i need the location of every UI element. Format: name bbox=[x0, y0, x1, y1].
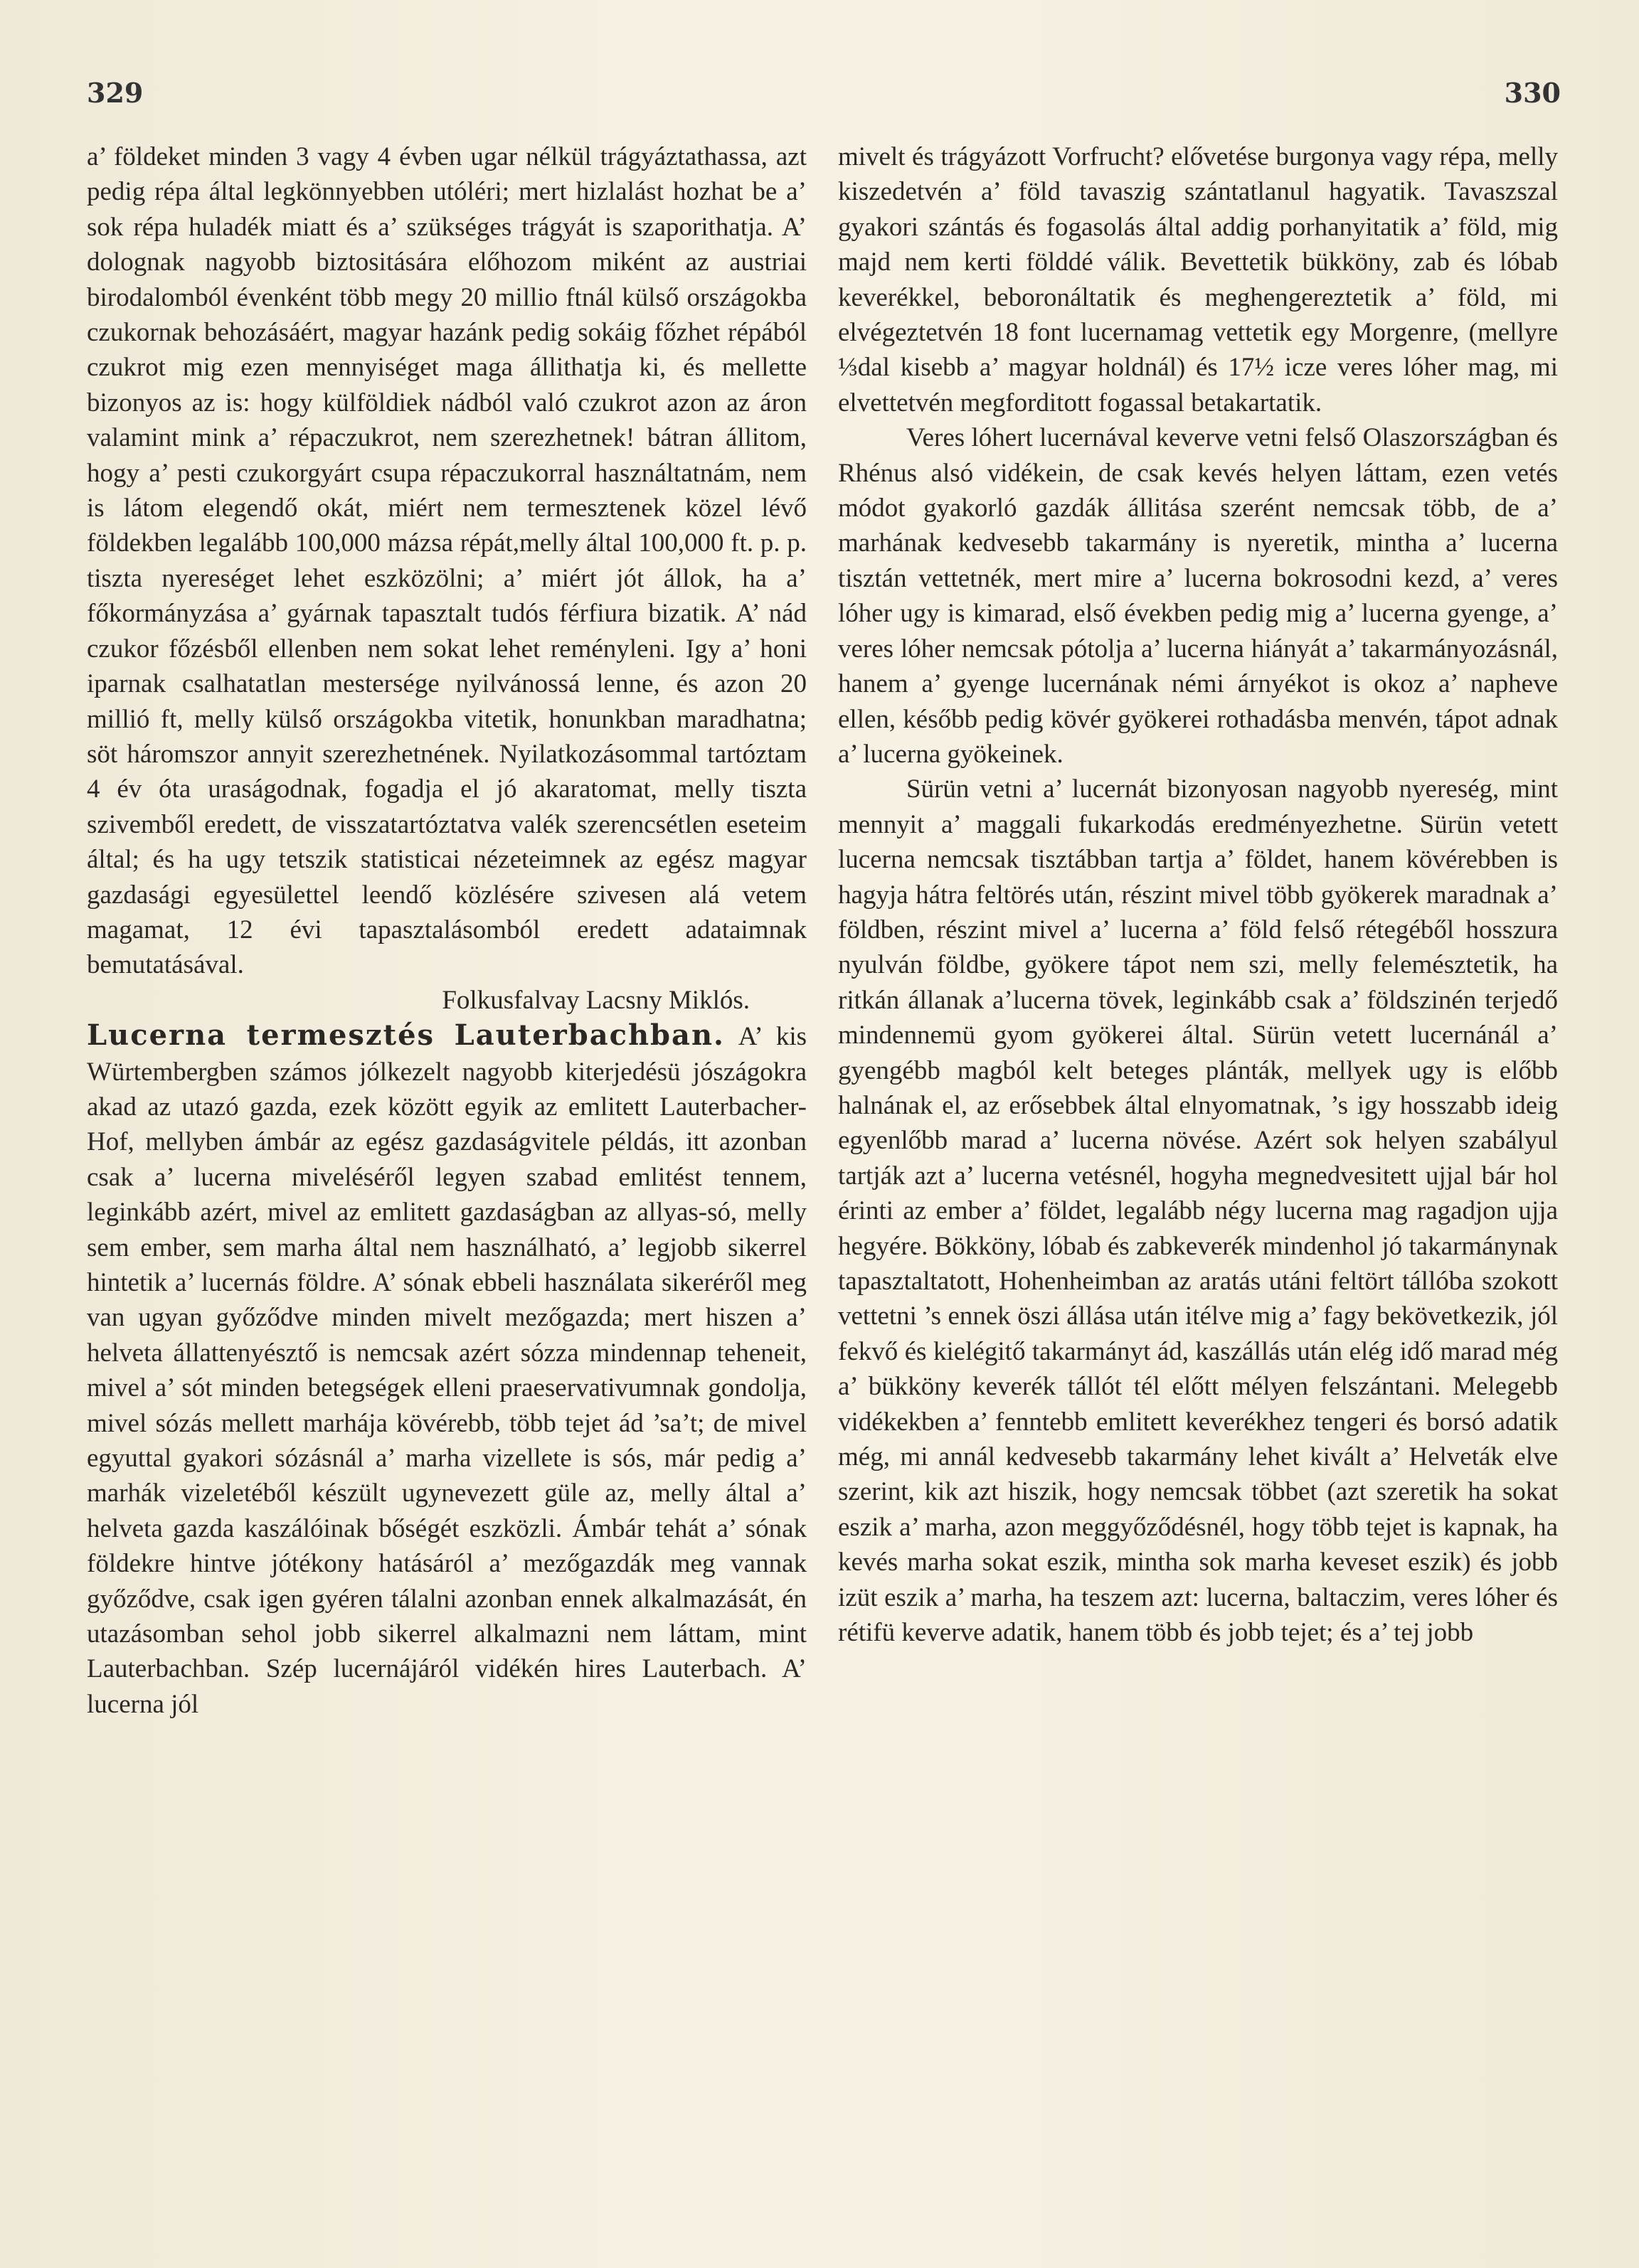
left-paragraph-1: a’ földeket minden 3 vagy 4 évben ugar nélkül trágyáztathassa, azt pedig répa által legkönnyebben utóléri; mert hizlalást hozhat be a’ sok répa huladék miatt és a’ szükséges trágyát is szaporithatja. A’ dolognak nagyobb biztositására előhozom miként az austriai birodalomból évenként több megy 20 millio ftnál külső országokba czukornak behozásáért, magyar hazánk pedig sokáig főzhet répából czukrot mig ezen mennyiséget maga állithatja ki, és mellette bizonyos az is: hogy külföldiek nádból való czukrot azon az áron valamint mink a’ répaczukrot, nem szerezhetnek! bátran állitom, hogy a’ pesti czukorgyárt csupa répaczukorral használtatnám, nem is látom elegendő okát, miért nem termesztenek közel lévő földekben legalább 100,000 mázsa répát,melly által 100,000 ft. p. p. tiszta nyereséget lehet eszközölni; a’ miért jót állok, ha a’ főkormányzása a’ gyárnak tapasztalt tudós férfiura bizatik. A’ nád czukor főzésből ellenben nem sokat lehet reményleni. Igy a’ honi iparnak csalhatatlan mestersége nyilvánossá lenne, és azon 20 millió ft, melly külső országokba vitetik, honunkban maradhatna; söt háromszor annyit szerezhetnének. Nyilatkozásommal tartóztam 4 év óta uraságodnak, fogadja el jó akaratomat, melly tiszta szivemből eredett, de visszatartóztatva valék szerencsétlen eseteim által; és ha ugy tetszik statisticai nézeteimnek az egész magyar gazdasági egyesülettel leendő közlésére szivesen alá vetem magamat, 12 évi tapasztalásomból eredett adataimnak bemutatásával. bbox=[87, 142, 807, 980]
left-column bbox=[87, 139, 807, 1722]
right-column bbox=[838, 139, 1558, 1650]
author-signature: Folkusfalvay Lacsny Miklós. bbox=[442, 985, 750, 1015]
left-paragraph-2-text: A’ kis Würtembergben számos jólkezelt nagyobb kiterjedésü jószágokra akad az utazó gazda, ezek között egyik az emlitett Lauterbacher-Hof, mellyben ámbár az egész gazdaságvitele példás, itt azonban csak a’ lucerna miveléséről legyen szabad emlitést tennem, leginkább azért, mivel az emlitett gazdaságban az allyas-só, melly sem ember, sem marha által nem használható, a’ legjobb sikerrel hintetik a’ lucernás földre. A’ sónak ebbeli használata sikeréről meg van ugyan győződve minden mivelt mezőgazda; mert hiszen a’ helveta állattenyésztő is nemcsak azért sózza mindennap teheneit, mivel a’ sót minden betegségek elleni praeservativumnak gondolja, mivel sózás mellett marhája kövérebb, több tejet ád ’sa’t; de mivel egyuttal gyakori sózásnál a’ marha vizellete is sós, már pedig a’ marhák vizeletéből készült ugynevezett güle az, melly által a’ helveta gazda kaszálóinak bőségét eszközli. Ámbár tehát a’ sónak földekre hintve jótékony hatásáról a’ mezőgazdák meg vannak győződve, csak igen gyéren tálalni azonban ennek alkalmazását, én utazásomban sehol jobb sikerrel alkalmazni nem láttam, mint Lauterbachban. Szép lucernájáról vidékén hires Lauterbach. A’ lucerna jól bbox=[87, 1022, 807, 1719]
right-paragraph-2: Veres lóhert lucernával keverve vetni felső Olaszországban és Rhénus alsó vidékein, de csak kevés helyen láttam, ezen vetés módot gyakorló gazdák állitása szerént nemcsak több, de a’ marhának kedvesebb takarmány is nyeretik, mintha a’ lucerna tisztán vettetnék, mert mire a’ lucerna bokrosodni kezd, a’ veres lóher ugy is kimarad, első években pedig mig a’ lucerna gyenge, a’ veres lóher nemcsak pótolja a’ lucerna hiányát a’ takarmányozásnál, hanem a’ gyenge lucernának némi árnyékot is okoz a’ napheve ellen, később pedig kövér gyökerei rothadásba menvén, tápot adnak a’ lucerna gyökeinek. bbox=[838, 423, 1558, 769]
page-number-right: 330 bbox=[1504, 77, 1561, 109]
page-number-left: 329 bbox=[87, 77, 144, 109]
section-heading: Lucerna termesztés Lauterbachban. bbox=[87, 1018, 725, 1053]
right-paragraph-3: Sürün vetni a’ lucernát bizonyosan nagyobb nyereség, mint mennyit a’ maggali fukarkodás eredményezhetne. Sürün vetett lucerna nemcsak tisztábban tartja a’ földet, hanem kövérebben is hagyja hátra feltörés után, részint mivel több gyökerek maradnak a’ földben, részint mivel a’ lucerna a’ föld felső rétegéből hosszura nyulván földbe, gyökere tápot nem szi, melly felemésztetik, ha ritkán állanak a’lucerna tövek, leginkább csak a’ földszinén terjedő mindennemü gyom gyökerei által. Sürün vetett lucernánál a’ gyengébb magból kelt beteges plánták, mellyek ugy is előbb halnának el, az erősebbek által elnyomatnak, ’s igy hosszabb ideig egyenlőbb marad a’ lucerna növése. Azért sok helyen szabályul tartják azt a’ lucerna vetésnél, hogyha megnedvesitett ujjal bár hol érinti az ember a’ földet, legalább négy lucerna mag ragadjon ujja hegyére. Bökköny, lóbab és zabkeverék mindenhol jó takarmánynak tapasztaltatott, Hohenheimban az aratás utáni feltört tállóba szokott vettetni ’s ennek öszi állása után itélve mig a’ fagy bekövetkezik, jól fekvő és kielégitő takarmányt ád, kaszállás után elég idő marad még a’ bükköny keverék tállót tél előtt mélyen felszántani. Melegebb vidékekben a’ fenntebb emlitett keverékhez tengeri és borsó adatik még, mi annál kedvesebb takarmány lehet kivált a’ Helveták elve szerint, kik azt hiszik, hogy nemcsak többet (azt szeretik ha sokat eszik a’ marha, azon meggyőződésnél, hogy több tejet is kapnak, ha kevés marha sokat eszik, mintha sok marha keveset eszik) és jobb izüt eszik a’ marha, ha teszem azt: lucerna, baltaczim, veres lóher és rétifü keverve adatik, hanem több és jobb tejet; és a’ tej jobb bbox=[838, 774, 1558, 1648]
left-paragraph-2 bbox=[87, 1018, 807, 1722]
right-paragraph-1: mivelt és trágyázott Vorfrucht? elővetése burgonya vagy répa, melly kiszedetvén a’ föld tavaszig szántatlanul hagyatik. Tavaszszal gyakori szántás és fogasolás által addig porhanyitatik a’ föld, mig majd nem kerti földdé válik. Bevettetik bükköny, zab és lóbab keverékkel, beboronáltatik és meghengereztetik a’ föld, mi elvégeztetvén 18 font lucernamag vettetik egy Morgenre, (mellyre ⅓dal kisebb a’ magyar holdnál) és 17½ icze veres lóher mag, mi elvettetvén megforditott fogassal betakartatik. bbox=[838, 142, 1558, 417]
